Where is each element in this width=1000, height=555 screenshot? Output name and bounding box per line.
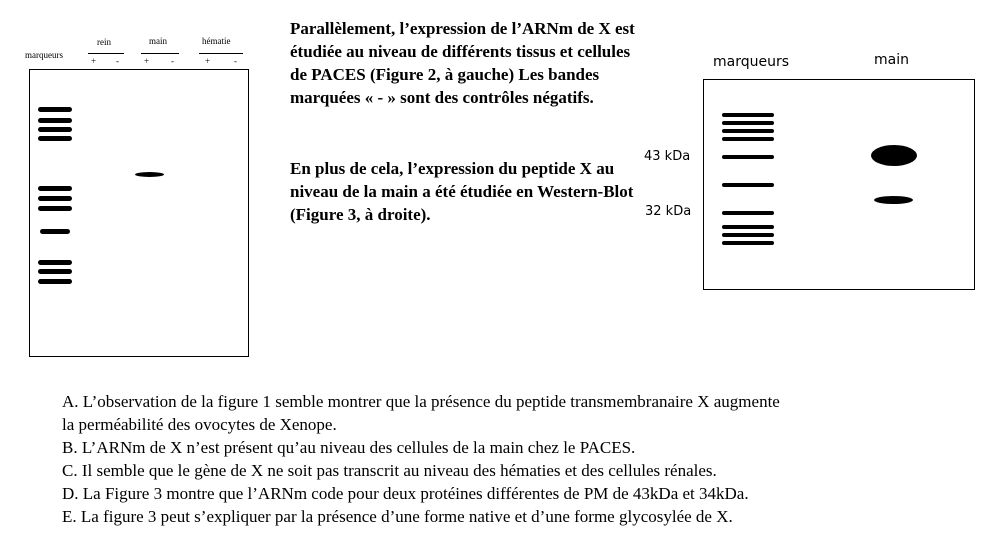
fig3-marker-band [722, 113, 774, 117]
question-a-line2: la perméabilité des ovocytes de Xenope. [62, 415, 337, 434]
fig2-hematie-minus: - [234, 56, 237, 66]
fig3-marker-band-32 [722, 211, 774, 215]
fig2-marker-band [38, 186, 72, 191]
fig2-main-minus: - [171, 56, 174, 66]
fig3-marker-band [722, 241, 774, 245]
fig3-ladder-43-label: 43 kDa [644, 149, 691, 164]
fig3-marker-band [722, 233, 774, 237]
fig2-marker-band [38, 279, 72, 284]
fig3-markers-label: marqueurs [713, 54, 790, 70]
fig3-main-band-43 [871, 145, 917, 166]
fig2-marker-band [38, 206, 72, 211]
fig2-blot-frame [29, 69, 249, 357]
fig2-marker-band [38, 107, 72, 112]
fig3-main-band-34 [874, 196, 913, 204]
paragraph-western-blot: En plus de cela, l’expression du peptide X au niveau de la main a été étudiée en Western-Blot (Figure 3, à droite). [290, 159, 634, 224]
fig2-marker-band [38, 118, 72, 123]
fig3-marker-band [722, 225, 774, 229]
fig3-marker-band [722, 129, 774, 133]
fig2-marker-band [38, 269, 72, 274]
fig2-rein-plus: + [91, 56, 97, 66]
paragraph-intro: Parallèlement, l’expression de l’ARNm de X est étudiée au niveau de différents tissus et cellules de PACES (Figure 2, à gauche) Les bandes marquées « - » sont des contrôles négatifs. [290, 19, 635, 107]
fig2-rein-minus: - [116, 56, 119, 66]
fig2-marker-band [38, 260, 72, 265]
fig2-lane-rein-line [88, 53, 124, 54]
fig2-lane-main-label: main [149, 36, 167, 46]
fig2-lane-rein-label: rein [97, 37, 111, 47]
fig2-marker-band [40, 229, 70, 234]
question-a-line1: A. L’observation de la figure 1 semble montrer que la présence du peptide transmembranaire X augmente [62, 392, 780, 411]
question-b: B. L’ARNm de X n’est présent qu’au niveau des cellules de la main chez le PACES. [62, 438, 636, 457]
fig3-sample-label: main [874, 52, 909, 68]
fig3-marker-band-43 [722, 155, 774, 159]
fig2-lane-main-line [141, 53, 179, 54]
fig2-marker-band [38, 196, 72, 201]
fig2-hematie-plus: + [205, 56, 211, 66]
fig2-main-plus: + [144, 56, 150, 66]
fig2-lane-hematie-label: hématie [202, 36, 231, 46]
fig2-lane-hematie-line [199, 53, 243, 54]
question-d: D. La Figure 3 montre que l’ARNm code pour deux protéines différentes de PM de 43kDa et 34kDa. [62, 484, 749, 503]
fig3-marker-band [722, 121, 774, 125]
fig2-marker-band [38, 136, 72, 141]
question-c: C. Il semble que le gène de X ne soit pas transcrit au niveau des hématies et des cellules rénales. [62, 461, 717, 480]
fig3-marker-band [722, 183, 774, 187]
fig3-ladder-32-label: 32 kDa [645, 204, 692, 219]
fig3-marker-band [722, 137, 774, 141]
fig2-markers-label: marqueurs [25, 50, 63, 60]
fig2-marker-band [38, 127, 72, 132]
question-e: E. La figure 3 peut s’expliquer par la présence d’une forme native et d’une forme glycosylée de X. [62, 507, 733, 526]
fig2-main-plus-band [135, 172, 164, 177]
